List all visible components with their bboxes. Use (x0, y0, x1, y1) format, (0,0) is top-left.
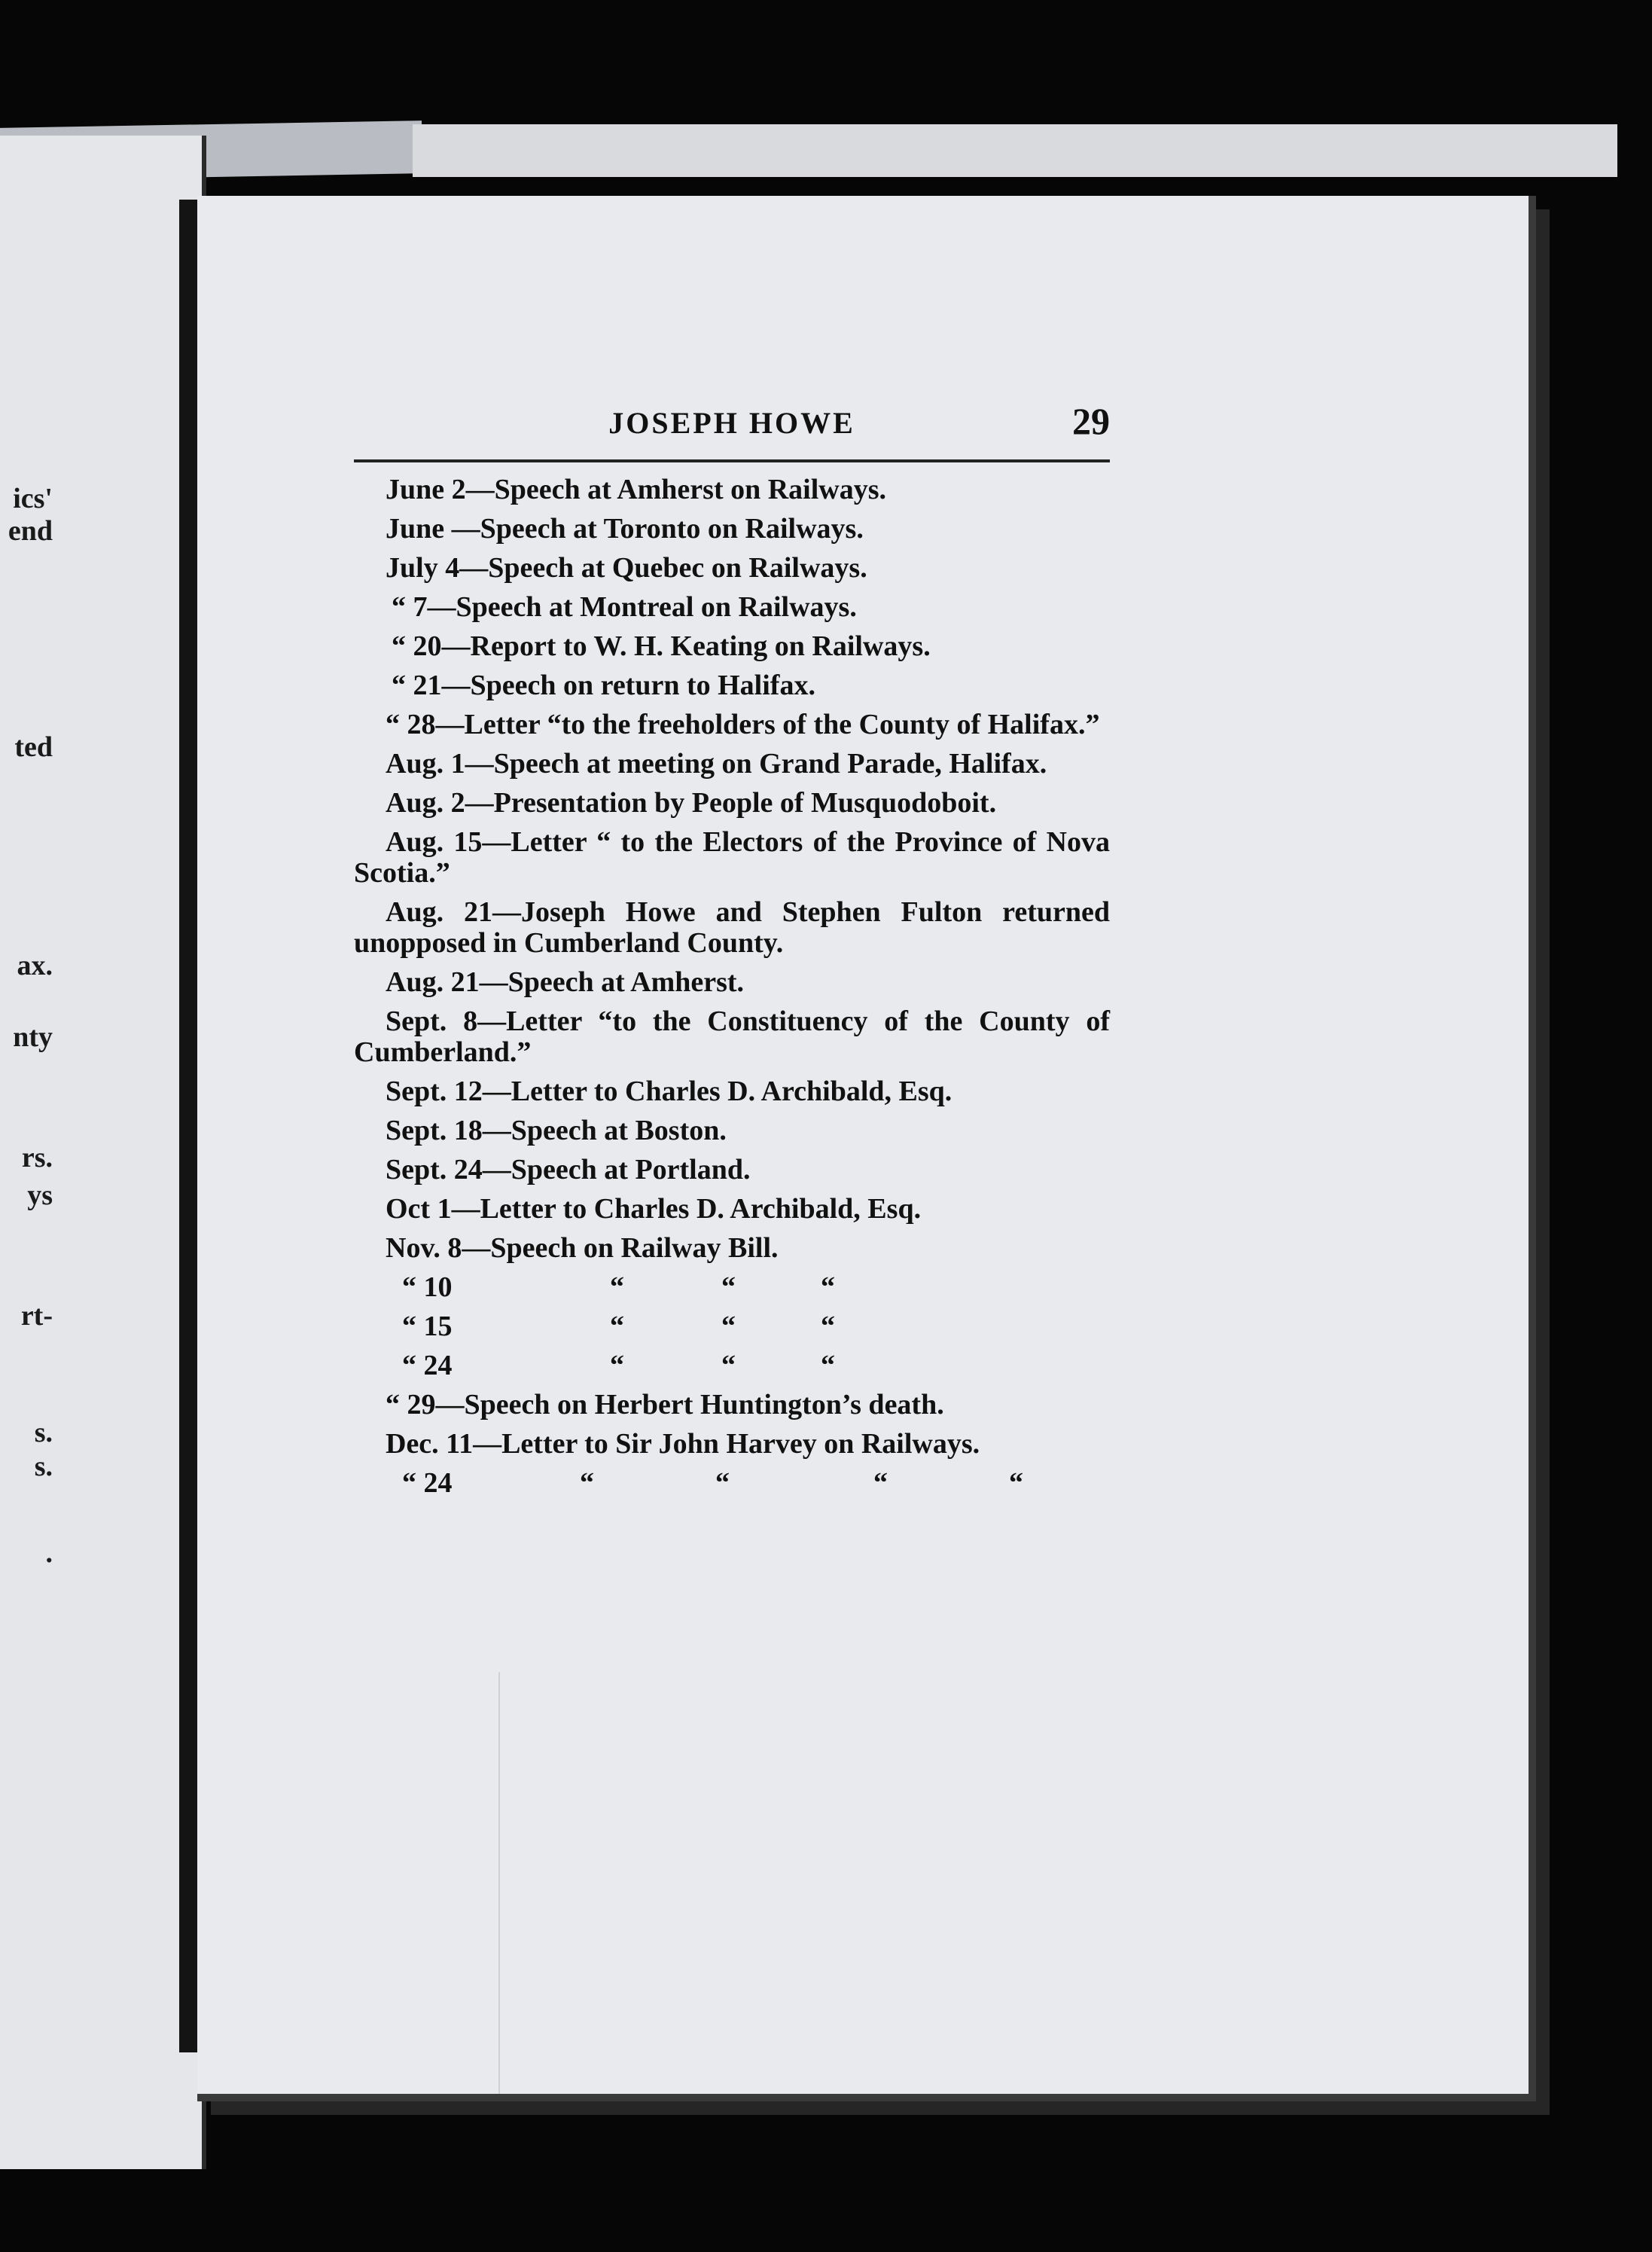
list-item: Dec. 11—Letter to Sir John Harvey on Railways. (386, 1428, 980, 1460)
left-fragment: s. (34, 1451, 53, 1482)
page-crease (498, 1672, 500, 2094)
ditto-date: “ 24 (402, 1467, 453, 1499)
ditto-mark: “ (721, 1271, 736, 1303)
ditto-mark: “ (821, 1350, 835, 1381)
list-item: Sept. 18—Speech at Boston. (386, 1115, 727, 1146)
ditto-mark: “ (610, 1271, 624, 1303)
list-item: “ 21—Speech on return to Halifax. (392, 670, 815, 701)
left-fragment: rs. (21, 1142, 53, 1173)
list-item: Sept. 8—Letter “to the Constituency of the County of Cumberland.” (354, 1005, 1110, 1068)
ditto-mark: “ (873, 1467, 888, 1499)
list-item: Oct 1—Letter to Charles D. Archibald, Esq. (386, 1193, 922, 1225)
list-item: “ 7—Speech at Montreal on Railways. (392, 591, 857, 623)
ditto-row (354, 1468, 1110, 1499)
ditto-row (354, 1272, 1110, 1303)
left-fragment: ys (27, 1179, 53, 1211)
list-item: Nov. 8—Speech on Railway Bill. (386, 1232, 779, 1264)
ditto-date: “ 15 (402, 1311, 453, 1342)
ditto-mark: “ (721, 1350, 736, 1381)
ditto-mark: “ (610, 1311, 624, 1342)
ditto-row (354, 1311, 1110, 1342)
ditto-mark: “ (610, 1350, 624, 1381)
left-facing-page (0, 136, 206, 2169)
left-fragment: end (8, 515, 53, 547)
page-top-edge (413, 124, 1617, 177)
chronology-list (354, 475, 1110, 1507)
page-number: 29 (1072, 400, 1110, 442)
ditto-mark: “ (715, 1467, 730, 1499)
ditto-date: “ 24 (402, 1350, 453, 1381)
list-item: Aug. 15—Letter “ to the Electors of the Province of Nova Scotia.” (354, 826, 1110, 889)
left-fragment: . (45, 1537, 53, 1569)
list-item: June 2—Speech at Amherst on Railways. (386, 474, 887, 505)
ditto-mark: “ (580, 1467, 594, 1499)
list-item: Sept. 12—Letter to Charles D. Archibald, Esq. (386, 1076, 952, 1107)
list-item: Aug. 2—Presentation by People of Musquodoboit. (386, 787, 997, 819)
left-fragment: s. (34, 1417, 53, 1448)
ditto-mark: “ (1009, 1467, 1023, 1499)
list-item: Aug. 21—Joseph Howe and Stephen Fulton returned unopposed in Cumberland County. (354, 896, 1110, 959)
list-item: “ 20—Report to W. H. Keating on Railways. (392, 630, 931, 662)
list-item: Sept. 24—Speech at Portland. (386, 1154, 751, 1186)
list-item: “ 29—Speech on Herbert Huntington’s death. (386, 1389, 944, 1420)
list-item: July 4—Speech at Quebec on Railways. (386, 552, 867, 584)
list-item: “ 28—Letter “to the freeholders of the County of Halifax.” (386, 709, 1100, 740)
ditto-date: “ 10 (402, 1271, 453, 1303)
left-fragment: nty (13, 1021, 53, 1053)
running-head (354, 399, 1110, 462)
list-item: Aug. 1—Speech at meeting on Grand Parade, Halifax. (386, 748, 1047, 780)
left-fragment: rt- (20, 1300, 53, 1332)
left-fragment: ax. (17, 950, 53, 981)
list-item: Aug. 21—Speech at Amherst. (386, 966, 745, 998)
list-item: June —Speech at Toronto on Railways. (386, 513, 864, 545)
ditto-mark: “ (821, 1271, 835, 1303)
ditto-mark: “ (721, 1311, 736, 1342)
page-title: JOSEPH HOWE (608, 406, 855, 440)
left-fragment: ics' (13, 483, 53, 514)
ditto-row (354, 1350, 1110, 1381)
ditto-mark: “ (821, 1311, 835, 1342)
left-fragment: ted (14, 731, 53, 763)
